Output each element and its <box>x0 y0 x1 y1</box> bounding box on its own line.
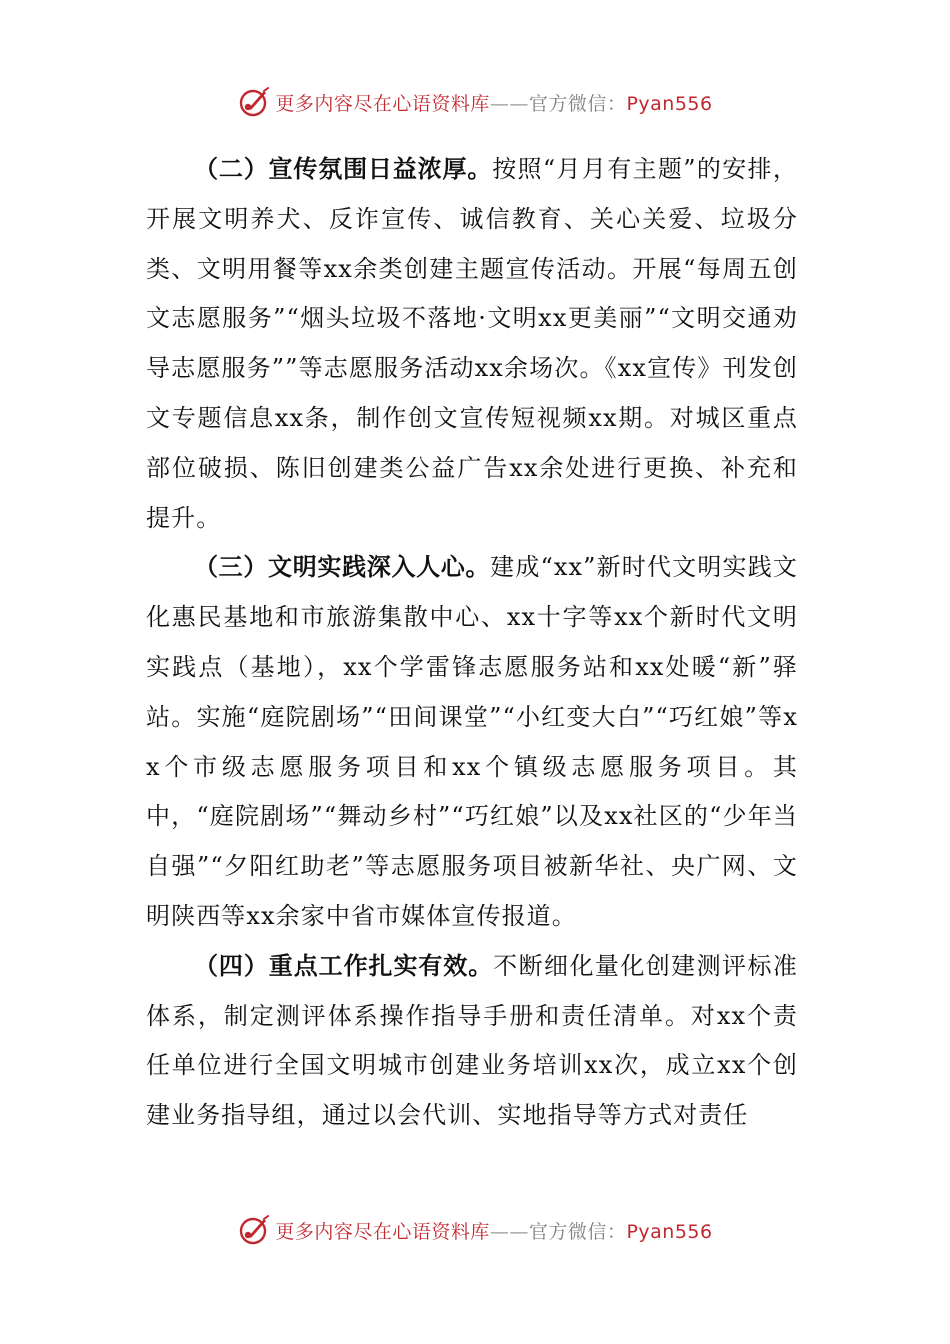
paragraph-heading: （二）宣传氛围日益浓厚。 <box>194 155 493 183</box>
paragraph-key-work <box>146 942 798 1141</box>
paragraph-text: 建成“xx”新时代文明实践文化惠民基地和市旅游集散中心、xx十字等xx个新时代文明实践点（基地），xx个学雷锋志愿服务站和xx处暖“新”驿站。实施“庭院剧场”“田间课堂”“小红变大白”“巧红娘”等xx个市级志愿服务项目和xx个镇级志愿服务项目。其中，“庭院剧场”“舞动乡村”“巧红娘”以及xx社区的“少年当自强”“夕阳红助老”等志愿服务项目被新华社、央广网、文明陕西等xx余家中省市媒体宣传报道。 <box>146 553 798 930</box>
banner-separator: —— <box>489 92 529 115</box>
paragraph-text: 不断细化量化创建测评标准体系，制定测评体系操作指导手册和责任清单。对xx个责任单位进行全国文明城市创建业务培训xx次，成立xx个创建业务指导组，通过以会代训、实地指导等方式对责任 <box>146 951 799 1130</box>
document-body <box>146 145 798 1141</box>
footer-banner <box>0 1210 950 1250</box>
paragraph-heading: （三）文明实践深入人心。 <box>194 553 491 582</box>
paragraph-heading: （四）重点工作扎实有效。 <box>194 951 494 980</box>
banner-handle: Pyan556 <box>626 1220 713 1243</box>
banner-handle: Pyan556 <box>626 92 713 115</box>
paragraph-text: 按照“月月有主题”的安排，开展文明养犬、反诈宣传、诚信教育、关心关爱、垃圾分类、文明用餐等xx余类创建主题宣传活动。开展“每周五创文志愿服务”“烟头垃圾不落地·文明xx更美丽”“文明交通劝导志愿服务””等志愿服务活动xx余场次。《xx宣传》刊发创文专题信息xx条，制作创文宣传短视频xx期。对城区重点部位破损、陈旧创建类公益广告xx余处进行更换、补充和提升。 <box>146 155 799 532</box>
banner-label: 官方微信： <box>528 92 627 115</box>
header-banner-text <box>275 89 712 116</box>
banner-brand: 更多内容尽在心语资料库 <box>275 92 490 115</box>
footer-banner-text <box>275 1217 712 1244</box>
header-banner <box>0 82 950 122</box>
quill-pen-logo-icon <box>237 86 269 118</box>
banner-brand: 更多内容尽在心语资料库 <box>275 1220 490 1243</box>
quill-pen-logo-icon <box>237 1214 269 1246</box>
header-banner-inner <box>237 86 712 118</box>
footer-banner-inner <box>237 1214 712 1246</box>
paragraph-propaganda <box>146 145 798 543</box>
paragraph-civilization-practice <box>146 543 798 941</box>
banner-separator: —— <box>489 1220 529 1243</box>
banner-label: 官方微信： <box>528 1220 627 1243</box>
